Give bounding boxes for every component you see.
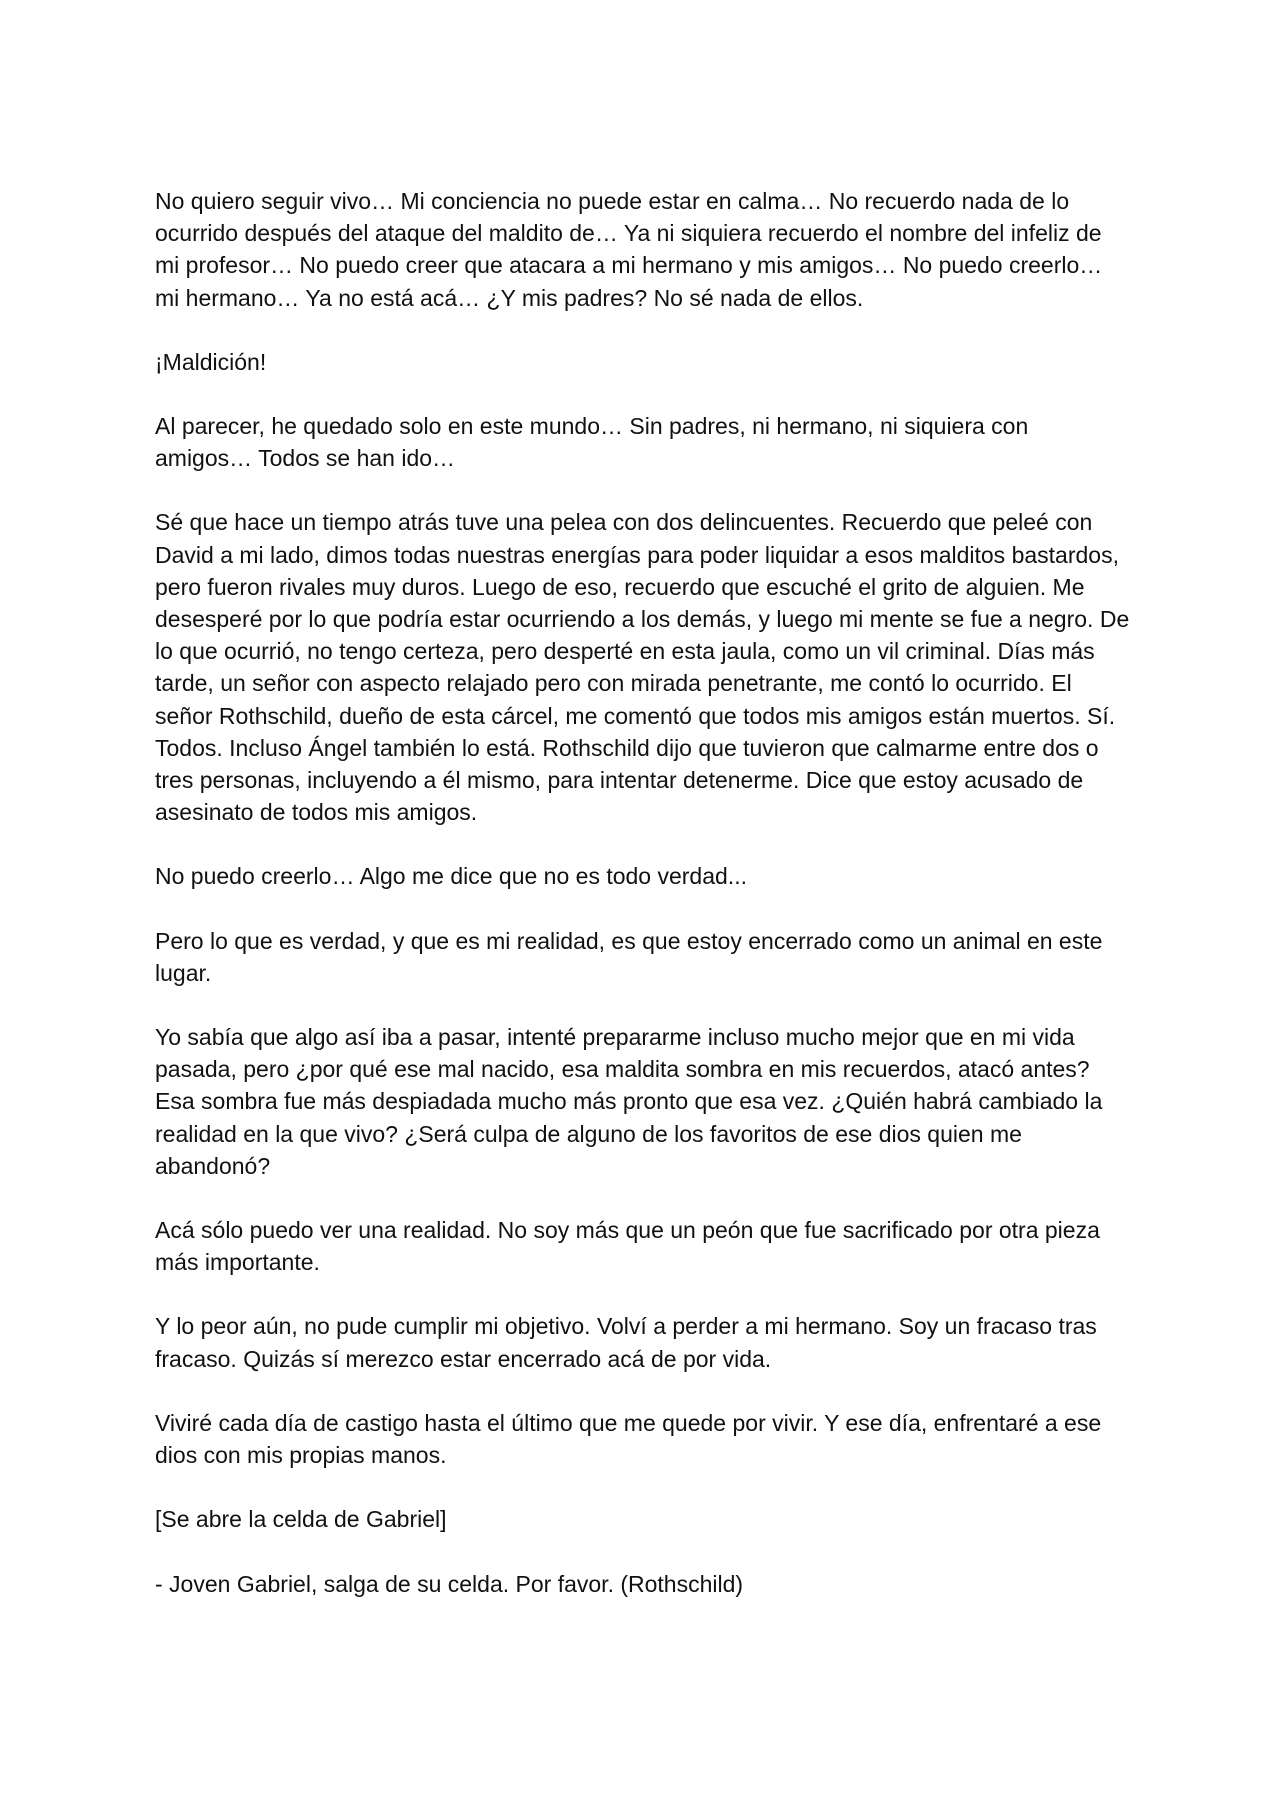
paragraph-2: ¡Maldición! bbox=[155, 348, 267, 375]
paragraph-3: Al parecer, he quedado solo en este mundo… Sin padres, ni hermano, ni siquiera con amigos… Todos se han ido… bbox=[155, 413, 1029, 472]
paragraph-12: - Joven Gabriel, salga de su celda. Por favor. (Rothschild) bbox=[155, 1570, 744, 1597]
paragraph-4: Sé que hace un tiempo atrás tuve una pelea con dos delincuentes. Recuerdo que peleé con David a mi lado, dimos todas nuestras energías para poder liquidar a esos malditos bastardos, pero fueron rivales muy duros. Luego de eso, recuerdo que escuché el grito de alguien. Me desesperé por lo que podría estar ocurriendo a los demás, y luego mi mente se fue a negro. De lo que ocurrió, no tengo certeza, pero desperté en esta jaula, como un vil criminal. Días más tarde, un señor con aspecto relajado pero con mirada penetrante, me contó lo ocurrido. El señor Rothschild, dueño de esta cárcel, me comentó que todos mis amigos están muertos. Sí. Todos. Incluso Ángel también lo está. Rothschild dijo que tuvieron que calmarme entre dos o tres personas, incluyendo a él mismo, para intentar detenerme. Dice que estoy acusado de asesinato de todos mis amigos. bbox=[155, 509, 1130, 826]
paragraph-11: [Se abre la celda de Gabriel] bbox=[155, 1506, 447, 1533]
paragraph-1: No quiero seguir vivo… Mi conciencia no puede estar en calma… No recuerdo nada de lo ocurrido después del ataque del maldito de… Ya ni siquiera recuerdo el nombre del infeliz de mi profesor… No puedo creer que atacara a mi hermano y mis amigos… No puedo creerlo… mi hermano… Ya no está acá… ¿Y mis padres? No sé nada de ellos. bbox=[155, 188, 1103, 311]
paragraph-6: Pero lo que es verdad, y que es mi realidad, es que estoy encerrado como un animal en este lugar. bbox=[155, 927, 1103, 986]
paragraph-5: No puedo creerlo… Algo me dice que no es todo verdad... bbox=[155, 863, 747, 890]
paragraph-10: Viviré cada día de castigo hasta el último que me quede por vivir. Y ese día, enfrentaré a ese dios con mis propias manos. bbox=[155, 1409, 1102, 1469]
paragraph-7: Yo sabía que algo así iba a pasar, intenté prepararme incluso mucho mejor que en mi vida pasada, pero ¿por qué ese mal nacido, esa maldita sombra en mis recuerdos, atacó antes? Esa sombra fue más despiadada mucho más pronto que esa vez. ¿Quién habrá cambiado la realidad en la que vivo? ¿Será culpa de alguno de los favoritos de ese dios quien me abandonó? bbox=[155, 1024, 1103, 1179]
paragraph-9: Y lo peor aún, no pude cumplir mi objetivo. Volví a perder a mi hermano. Soy un fracaso tras fracaso. Quizás sí merezco estar encerrado acá de por vida. bbox=[155, 1313, 1097, 1372]
paragraph-8: Acá sólo puedo ver una realidad. No soy más que un peón que fue sacrificado por otra pieza más importante. bbox=[155, 1217, 1100, 1276]
document-body bbox=[155, 185, 1130, 1632]
